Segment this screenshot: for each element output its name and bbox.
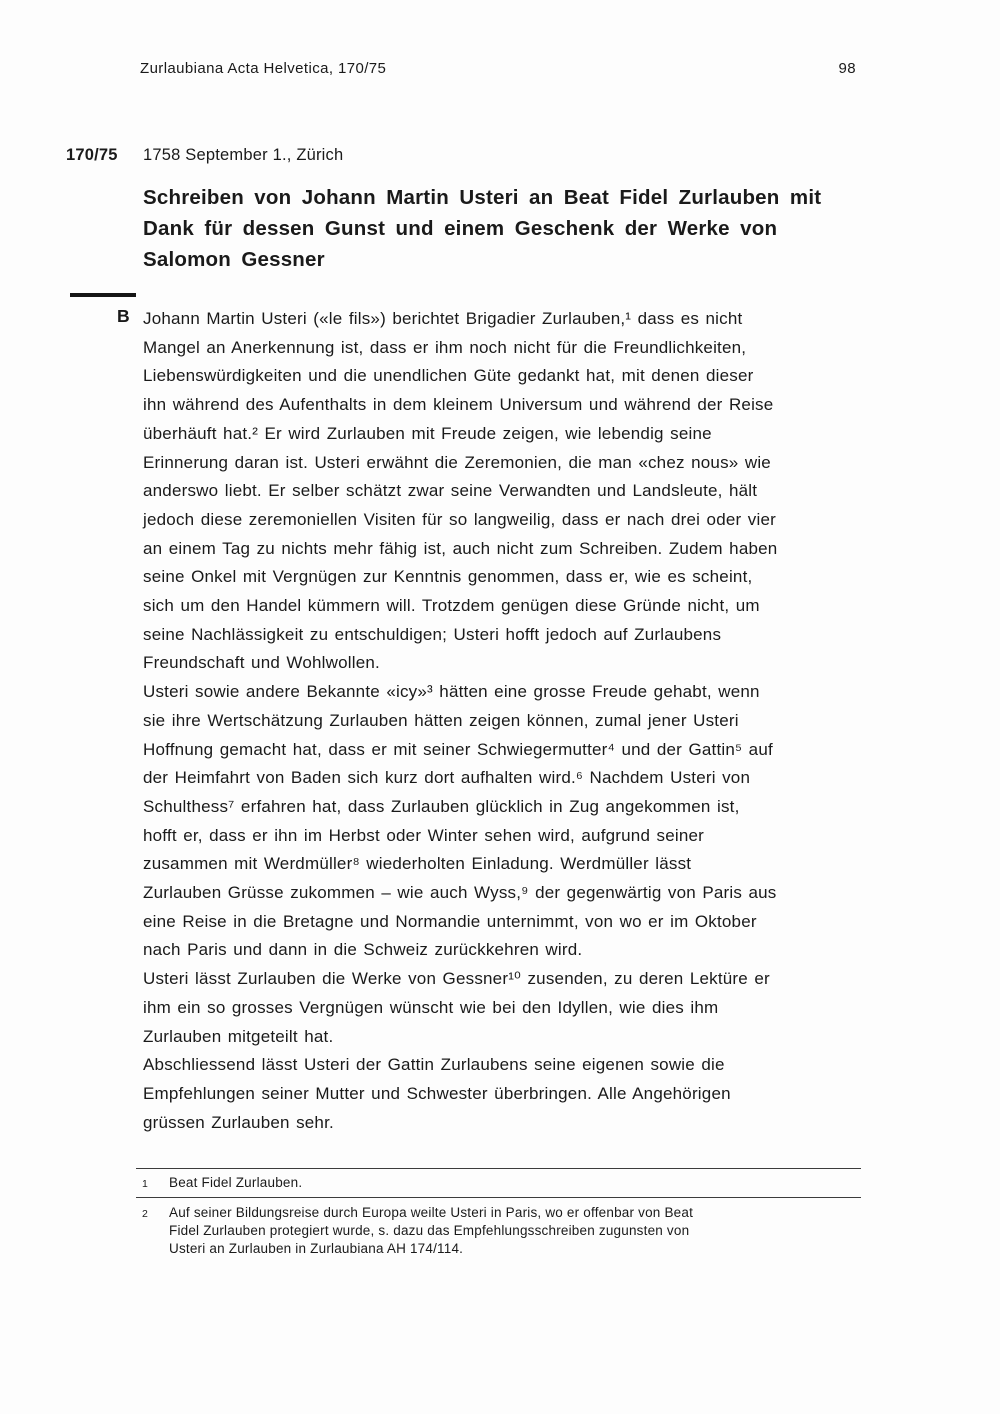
body-line: Johann Martin Usteri («le fils») berichtet Brigadier Zurlauben,¹ dass es nicht	[143, 309, 743, 328]
body-line: Empfehlungen seiner Mutter und Schwester überbringen. Alle Angehörigen	[143, 1083, 731, 1103]
entry-heading	[66, 146, 343, 165]
body-line: überhäuft hat.² Er wird Zurlauben mit Freude zeigen, wie lebendig seine	[143, 423, 712, 443]
entry-number: 170/75	[66, 146, 118, 164]
section-marker-b: B	[117, 306, 130, 326]
header-journal-title: Zurlaubiana Acta Helvetica, 170/75	[140, 60, 387, 77]
footnote-1	[136, 1169, 861, 1197]
body-line: eine Reise in die Bretagne und Normandie unternimmt, von wo er im Oktober	[143, 911, 757, 931]
body-line: seine Nachlässigkeit zu entschuldigen; Usteri hofft jedoch auf Zurlaubens	[143, 624, 722, 644]
body-line: Freundschaft und Wohlwollen.	[143, 653, 380, 673]
body-line: Abschliessend lässt Usteri der Gattin Zurlaubens seine eigenen sowie die	[143, 1055, 725, 1075]
footnote-text: Beat Fidel Zurlauben.	[169, 1175, 303, 1190]
body-line: jedoch diese zeremoniellen Visiten für so langweilig, dass er nach drei oder vier	[143, 509, 776, 529]
body-line: nach Paris und dann in die Schweiz zurückkehren wird.	[143, 940, 583, 960]
footnote-marker: 1	[142, 1178, 149, 1190]
body-line: Zurlauben Grüsse zukommen – wie auch Wyss,⁹ der gegenwärtig von Paris aus	[143, 883, 777, 903]
body-line: Liebenswürdigkeiten und die unendlichen Güte gedankt hat, mit denen dieser	[143, 366, 754, 386]
body-line: seine Onkel mit Vergnügen zur Kenntnis genommen, dass er, wie es scheint,	[143, 567, 753, 587]
body-line: sich um den Handel kümmern will. Trotzdem genügen diese Gründe nicht, um	[143, 596, 760, 616]
body-line: Mangel an Anerkennung ist, dass er ihm noch nicht für die Freundlichkeiten,	[143, 337, 747, 357]
footnotes-section	[136, 1168, 861, 1258]
page-number: 98	[838, 60, 856, 77]
document-title-line: Schreiben von Johann Martin Usteri an Beat Fidel Zurlauben mit	[143, 186, 822, 209]
footnote-2	[136, 1198, 861, 1258]
body-line: grüssen Zurlauben sehr.	[143, 1112, 334, 1132]
document-title	[143, 182, 859, 275]
entry-dateline: 1758 September 1., Zürich	[143, 146, 344, 164]
body-line: Schulthess⁷ erfahren hat, dass Zurlauben glücklich in Zug angekommen ist,	[143, 796, 740, 816]
document-title-line: Dank für dessen Gunst und einem Geschenk der Werke von	[143, 217, 778, 240]
body-line: ihn während des Aufenthalts in dem kleinem Universum und während der Reise	[143, 395, 774, 415]
footnote-line: Fidel Zurlauben protegiert wurde, s. dazu das Empfehlungsschreiben zugunsten von	[169, 1223, 690, 1238]
body-line: hofft er, dass er ihn im Herbst oder Winter sehen wird, aufgrund seiner	[143, 825, 705, 845]
document-body	[143, 305, 859, 1137]
body-line: Erinnerung daran ist. Usteri erwähnt die Zeremonien, die man «chez nous» wie	[143, 452, 771, 472]
body-line: Usteri sowie andere Bekannte «icy»³ hätten eine grosse Freude gehabt, wenn	[143, 682, 760, 702]
body-line: zusammen mit Werdmüller⁸ wiederholten Einladung. Werdmüller lässt	[143, 854, 692, 874]
footnote-text	[169, 1204, 693, 1258]
footnote-marker: 2	[142, 1208, 149, 1220]
body-line: Zurlauben mitgeteilt hat.	[143, 1026, 334, 1046]
running-header	[140, 60, 856, 77]
body-line: sie ihre Wertschätzung Zurlauben hätten zeigen können, zumal jener Usteri	[143, 710, 739, 730]
document-title-line: Salomon Gessner	[143, 248, 325, 271]
body-line: an einem Tag zu nichts mehr fähig ist, auch nicht zum Schreiben. Zudem haben	[143, 538, 778, 558]
body-line: Usteri lässt Zurlauben die Werke von Gessner¹⁰ zusenden, zu deren Lektüre er	[143, 969, 770, 989]
footnote-line: Usteri an Zurlauben in Zurlaubiana AH 174/114.	[169, 1241, 464, 1256]
footnote-line: Auf seiner Bildungsreise durch Europa weilte Usteri in Paris, wo er offenbar von Beat	[169, 1205, 694, 1220]
body-line: der Heimfahrt von Baden sich kurz dort aufhalten wird.⁶ Nachdem Usteri von	[143, 768, 751, 788]
section-rule	[70, 293, 136, 297]
body-line: Hoffnung gemacht hat, dass er mit seiner Schwiegermutter⁴ und der Gattin⁵ auf	[143, 739, 773, 759]
body-line: ihm ein so grosses Vergnügen wünscht wie bei den Idyllen, wie dies ihm	[143, 997, 719, 1017]
body-line: anderswo liebt. Er selber schätzt zwar seine Verwandten und Landsleute, hält	[143, 481, 758, 501]
